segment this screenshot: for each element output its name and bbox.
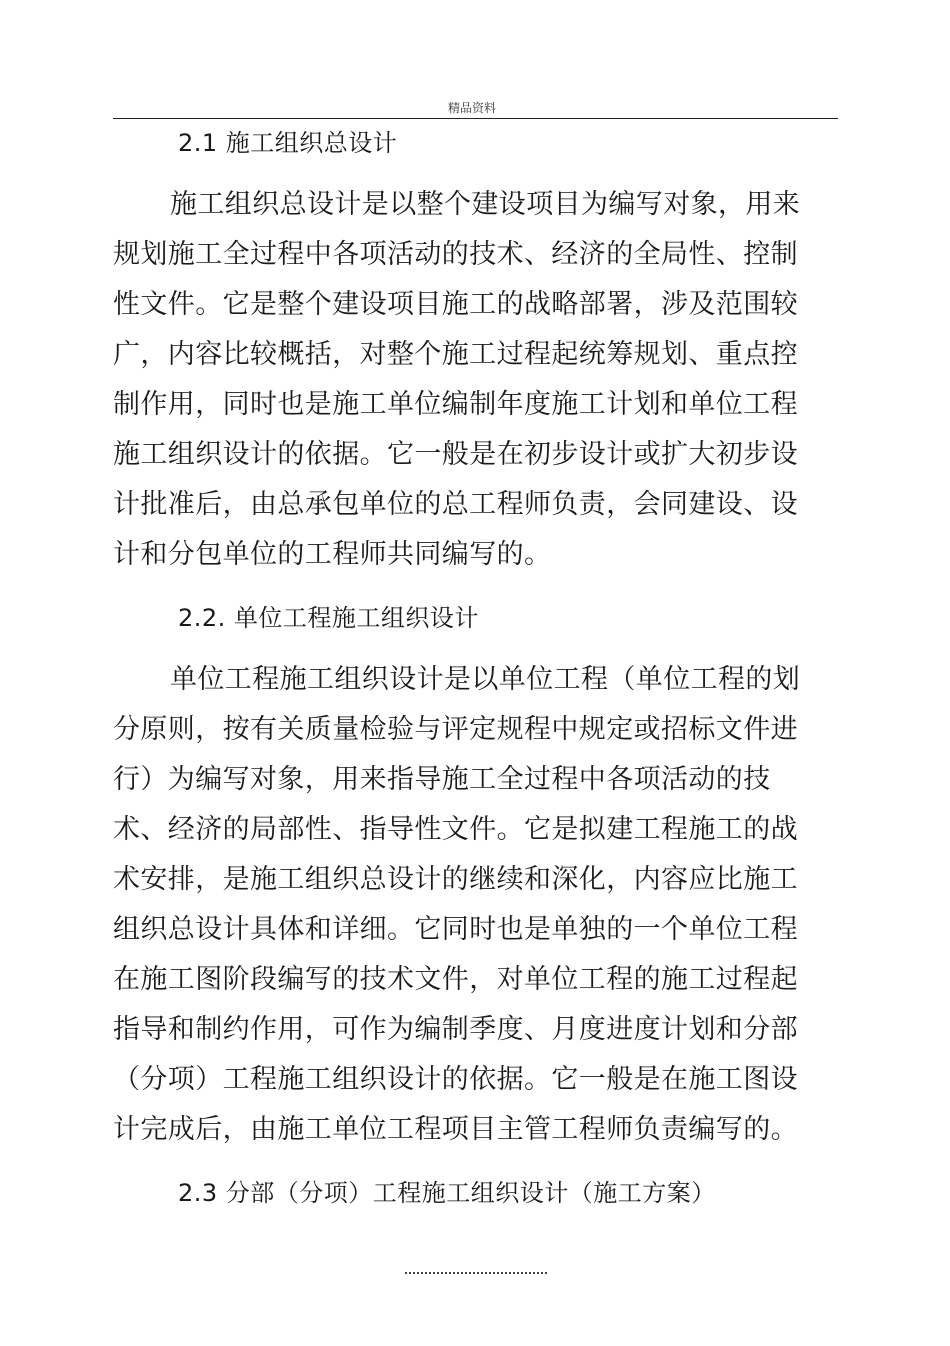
paragraph-line: 计和分包单位的工程师共同编写的。 xyxy=(113,539,552,570)
paragraph-line: 广，内容比较概括，对整个施工过程起统筹规划、重点控 xyxy=(113,339,798,370)
paragraph-line: 施工组织设计的依据。它一般是在初步设计或扩大初步设 xyxy=(113,439,798,470)
section-heading-2-1: 2.1 施工组织总设计 xyxy=(178,129,398,157)
paragraph-line: 分原则，按有关质量检验与评定规程中规定或招标文件进 xyxy=(113,714,798,745)
paragraph-line: 施工组织总设计是以整个建设项目为编写对象，用来 xyxy=(170,189,801,220)
paragraph-line: 性文件。它是整个建设项目施工的战略部署，涉及范围较 xyxy=(113,289,798,320)
paragraph-line: 在施工图阶段编写的技术文件，对单位工程的施工过程起 xyxy=(113,964,798,995)
paragraph-line: （分项）工程施工组织设计的依据。它一般是在施工图设 xyxy=(113,1064,798,1095)
paragraph-line: 计批准后，由总承包单位的总工程师负责，会同建设、设 xyxy=(113,489,798,520)
paragraph-line: 指导和制约作用，可作为编制季度、月度进度计划和分部 xyxy=(113,1014,798,1045)
paragraph-line: 制作用，同时也是施工单位编制年度施工计划和单位工程 xyxy=(113,389,798,420)
header-label: 精品资料 xyxy=(448,101,497,115)
section-heading-2-3: 2.3 分部（分项）工程施工组织设计（施工方案） xyxy=(178,1179,716,1207)
paragraph-line: 术安排，是施工组织总设计的继续和深化，内容应比施工 xyxy=(113,864,798,895)
section-heading-2-2: 2.2. 单位工程施工组织设计 xyxy=(178,604,479,632)
paragraph-line: 规划施工全过程中各项活动的技术、经济的全局性、控制 xyxy=(113,239,798,270)
paragraph-line: 行）为编写对象，用来指导施工全过程中各项活动的技 xyxy=(113,764,771,795)
paragraph-line: 单位工程施工组织设计是以单位工程（单位工程的划 xyxy=(170,664,801,695)
paragraph-line: 计完成后，由施工单位工程项目主管工程师负责编写的。 xyxy=(113,1114,798,1145)
footer-dotted-rule xyxy=(405,1272,547,1274)
paragraph-line: 组织总设计具体和详细。它同时也是单独的一个单位工程 xyxy=(113,914,798,945)
paragraph-line: 术、经济的局部性、指导性文件。它是拟建工程施工的战 xyxy=(113,814,798,845)
header-rule xyxy=(113,118,838,119)
